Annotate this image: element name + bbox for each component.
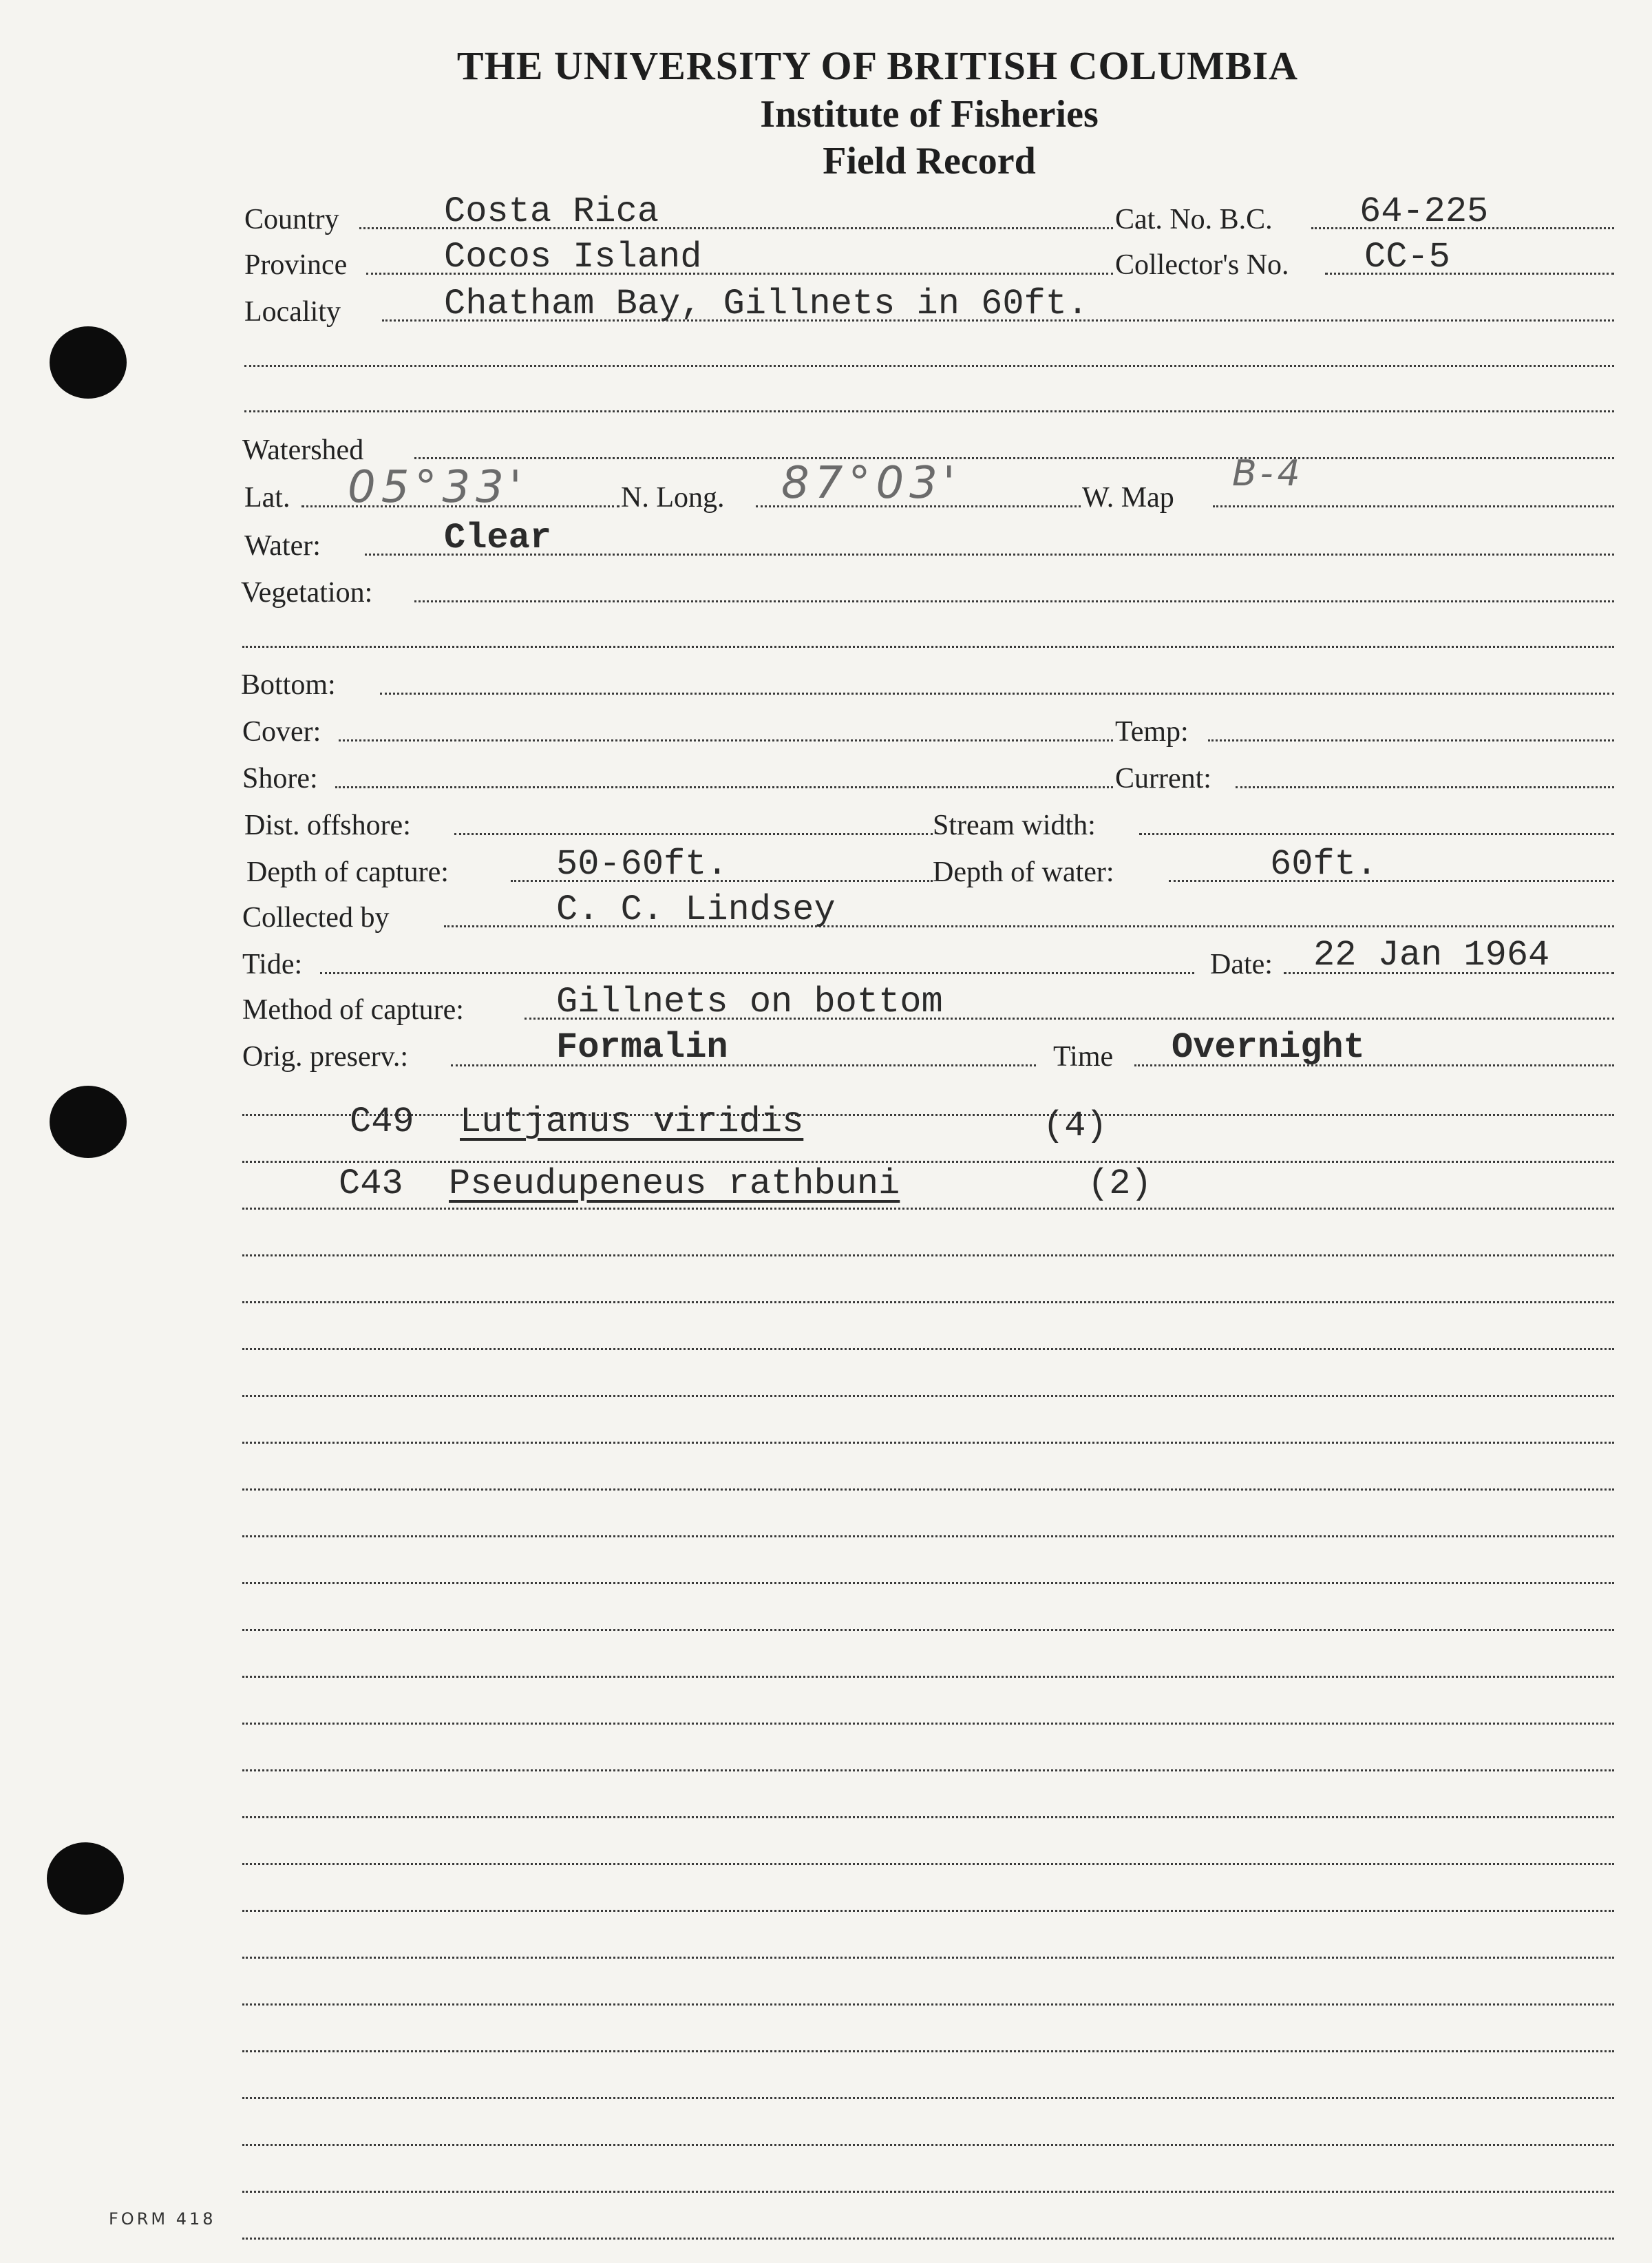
bottom-line	[380, 693, 1614, 695]
vegetation-line-2	[242, 646, 1614, 648]
collected-by-value: C. C. Lindsey	[556, 890, 836, 930]
shore-label: Shore:	[242, 763, 318, 794]
orig-preserv-line	[451, 1064, 1036, 1066]
locality-value: Chatham Bay, Gillnets in 60ft.	[444, 284, 1089, 324]
depth-of-capture-label: Depth of capture:	[246, 856, 449, 888]
country-label: Country	[244, 204, 339, 235]
orig-preserv-value: Formalin	[556, 1027, 728, 1068]
map-value: B-4	[1232, 453, 1304, 494]
blank-line	[242, 1769, 1614, 1771]
collected-by-label: Collected by	[242, 902, 390, 934]
watershed-label: Watershed	[242, 434, 364, 466]
dist-offshore-label: Dist. offshore:	[244, 810, 411, 841]
temp-label: Temp:	[1115, 716, 1189, 748]
collectors-no-value: CC-5	[1364, 237, 1450, 277]
watershed-line	[414, 457, 1614, 459]
depth-of-water-line	[1169, 880, 1614, 882]
current-label: Current:	[1115, 763, 1211, 794]
blank-line	[242, 1816, 1614, 1818]
water-line	[365, 554, 1614, 556]
collectors-no-label: Collector's No.	[1115, 249, 1289, 281]
blank-line	[242, 2191, 1614, 2193]
blank-line	[242, 1863, 1614, 1865]
blank-line	[242, 1254, 1614, 1256]
orig-preserv-label: Orig. preserv.:	[242, 1041, 409, 1073]
blank-line	[242, 1488, 1614, 1491]
vegetation-label: Vegetation:	[241, 577, 373, 609]
depth-of-capture-value: 50-60ft.	[556, 844, 728, 885]
blank-line	[242, 1910, 1614, 1912]
specimen-species: Pseudupeneus rathbuni	[449, 1164, 900, 1204]
province-value: Cocos Island	[444, 237, 702, 277]
dist-offshore-line	[454, 833, 933, 835]
blank-line	[242, 1723, 1614, 1725]
blank-line	[242, 2238, 1614, 2240]
date-value: 22 Jan 1964	[1313, 935, 1550, 976]
locality-line-3	[244, 410, 1614, 412]
stream-width-line	[1139, 833, 1614, 835]
institute-title: Institute of Fisheries	[760, 93, 1099, 136]
tide-line	[320, 972, 1194, 974]
specimen-species: Lutjanus viridis	[460, 1102, 804, 1142]
shore-line	[335, 786, 1113, 788]
specimen-code: C49	[350, 1102, 414, 1142]
blank-line	[242, 1957, 1614, 1959]
specimen-line-2	[242, 1161, 1614, 1163]
specimen-count: (2)	[1088, 1164, 1152, 1204]
university-title: THE UNIVERSITY OF BRITISH COLUMBIA	[456, 43, 1299, 88]
w-map-label: W. Map	[1082, 482, 1174, 514]
stream-width-label: Stream width:	[933, 810, 1096, 841]
specimen-count: (4)	[1043, 1106, 1108, 1146]
water-value: Clear	[444, 518, 552, 558]
lat-label: Lat.	[244, 482, 290, 514]
blank-line	[242, 2097, 1614, 2099]
blank-line	[242, 2003, 1614, 2006]
punch-hole-bottom	[47, 1842, 124, 1915]
province-label: Province	[244, 249, 348, 281]
cat-no-label: Cat. No. B.C.	[1115, 204, 1273, 235]
specimen-line-1	[242, 1114, 1614, 1116]
country-value: Costa Rica	[444, 191, 659, 232]
bottom-label: Bottom:	[241, 669, 336, 701]
method-of-capture-label: Method of capture:	[242, 994, 464, 1026]
n-long-label: N. Long.	[621, 482, 725, 514]
punch-hole-middle	[50, 1086, 127, 1158]
depth-of-water-value: 60ft.	[1270, 844, 1378, 885]
form-number: FORM 418	[109, 2209, 216, 2229]
time-label: Time	[1053, 1041, 1114, 1073]
tide-label: Tide:	[242, 949, 303, 980]
lat-value: 05°33'	[348, 462, 527, 513]
blank-line	[242, 1348, 1614, 1350]
specimen-code: C43	[339, 1164, 403, 1204]
time-value: Overnight	[1172, 1027, 1365, 1068]
blank-line	[242, 1629, 1614, 1631]
blank-line	[242, 1442, 1614, 1444]
blank-line	[242, 1395, 1614, 1397]
blank-line	[242, 2050, 1614, 2052]
method-of-capture-value: Gillnets on bottom	[556, 982, 943, 1022]
current-line	[1236, 786, 1614, 788]
map-line	[1213, 505, 1614, 507]
date-label: Date:	[1210, 949, 1273, 980]
depth-of-water-label: Depth of water:	[933, 856, 1114, 888]
blank-line	[242, 2144, 1614, 2146]
long-value: 87°03'	[781, 458, 961, 509]
blank-line	[242, 1208, 1614, 1210]
blank-line	[242, 1535, 1614, 1537]
cover-label: Cover:	[242, 716, 321, 748]
blank-line	[242, 1301, 1614, 1303]
record-type-title: Field Record	[823, 140, 1036, 182]
temp-line	[1208, 739, 1614, 741]
punch-hole-top	[50, 326, 127, 399]
vegetation-line	[414, 600, 1614, 602]
blank-line	[242, 1676, 1614, 1678]
cat-no-value: 64-225	[1359, 191, 1489, 232]
water-label: Water:	[244, 530, 321, 562]
cover-line	[339, 739, 1113, 741]
blank-line	[242, 1582, 1614, 1584]
locality-line-2	[244, 365, 1614, 367]
locality-label: Locality	[244, 296, 341, 328]
